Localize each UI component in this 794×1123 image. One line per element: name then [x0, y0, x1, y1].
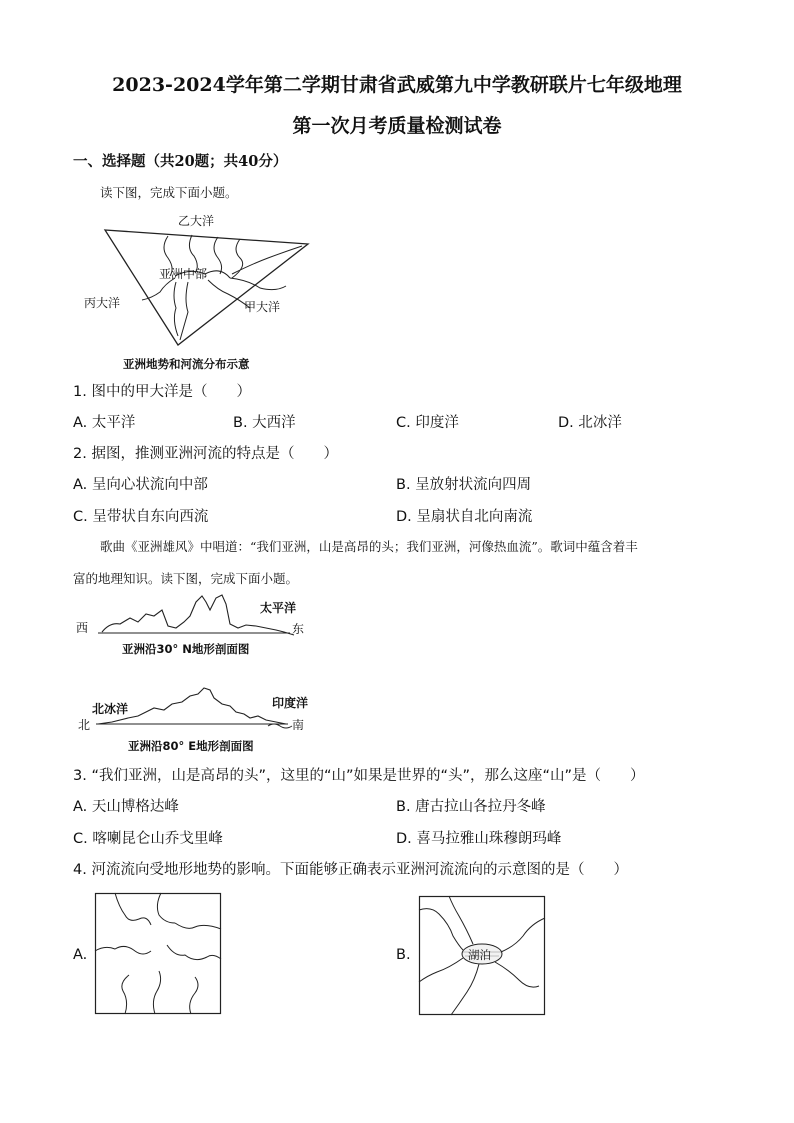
q1-option-b[interactable]: B. 大西洋 — [233, 415, 296, 431]
river-line — [122, 975, 129, 1014]
label-ocean-bing: 丙大洋 — [84, 296, 121, 310]
river-line — [419, 958, 463, 982]
label-arctic-ocean: 北冰洋 — [92, 702, 129, 716]
river-line — [175, 923, 221, 929]
page-subtitle: 第一次月考质量检测试卷 — [292, 115, 502, 137]
river-line — [95, 946, 151, 954]
label-asia-center: 亚洲中部 — [159, 267, 208, 281]
group2-intro-line2: 富的地理知识。读下图，完成下面小题。 — [73, 571, 299, 586]
river-line — [180, 282, 188, 340]
river-line — [167, 945, 221, 960]
asia-rivers-diagram — [80, 208, 340, 378]
question-2-stem: 2. 据图，推测亚洲河流的特点是（ ） — [73, 446, 338, 462]
q2-option-a[interactable]: A. 呈向心状流向中部 — [73, 477, 208, 493]
q3-option-b[interactable]: B. 唐古拉山各拉丹冬峰 — [396, 799, 546, 815]
figure1-caption: 亚洲地势和河流分布示意 — [123, 357, 250, 371]
q4-option-a-map[interactable] — [95, 893, 221, 1014]
river-line — [451, 964, 479, 1015]
question-1-stem: 1. 图中的甲大洋是（ ） — [73, 384, 251, 400]
asia-triangle-outline — [105, 230, 308, 345]
river-line — [232, 239, 243, 278]
q3-option-d[interactable]: D. 喜马拉雅山珠穆朗玛峰 — [396, 831, 562, 847]
river-line — [232, 246, 302, 274]
q4-option-b-label[interactable]: B. — [396, 947, 411, 963]
q1-option-c[interactable]: C. 印度洋 — [396, 415, 459, 431]
label-south: 南 — [292, 718, 305, 732]
q2-option-d[interactable]: D. 呈扇状自北向南流 — [396, 509, 533, 525]
label-ocean-yi: 乙大洋 — [178, 214, 215, 228]
river-line — [214, 237, 222, 274]
figure3-caption: 亚洲沿80° E地形剖面图 — [128, 739, 254, 753]
river-map-a — [95, 893, 221, 1014]
page-title: 2023-2024学年第二学期甘肃省武威第九中学教研联片七年级地理 — [112, 74, 682, 96]
label-east: 东 — [292, 622, 305, 636]
q1-option-d[interactable]: D. 北冰洋 — [558, 415, 622, 431]
river-line — [501, 918, 545, 952]
river-line — [449, 896, 473, 944]
question-3-stem: 3. “我们亚洲，山是高昂的头”，这里的“山”如果是世界的“头”，那么这座“山”是（ ） — [73, 768, 645, 784]
river-line — [174, 282, 178, 336]
q2-option-b[interactable]: B. 呈放射状流向四周 — [396, 477, 532, 493]
figure-profile-80e — [72, 686, 342, 746]
section-header: 一、选择题（共20题；共40分） — [73, 153, 288, 170]
group2-intro-line1: 歌曲《亚洲雄风》中唱道：“我们亚洲，山是高昂的头；我们亚洲，河像热血流”。歌词中蕴含着丰 — [100, 539, 638, 554]
q3-option-a[interactable]: A. 天山博格达峰 — [73, 799, 179, 815]
q4-option-b-map[interactable] — [419, 896, 545, 1015]
river-line — [495, 962, 539, 987]
river-line — [157, 893, 175, 923]
river-line — [419, 909, 463, 950]
question-4-stem: 4. 河流流向受地形地势的影响。下面能够正确表示亚洲河流流向的示意图的是（ ） — [73, 862, 628, 878]
river-line — [230, 278, 286, 290]
label-west: 西 — [76, 621, 89, 635]
label-lake: 湖泊 — [468, 948, 491, 962]
label-ocean-jia: 甲大洋 — [244, 300, 281, 314]
label-north: 北 — [78, 718, 91, 732]
figure-asia-rivers — [80, 208, 340, 378]
river-line — [153, 971, 160, 1014]
label-pacific: 太平洋 — [260, 601, 297, 615]
q4-option-a-label[interactable]: A. — [73, 947, 88, 963]
q1-option-a[interactable]: A. 太平洋 — [73, 415, 136, 431]
label-indian-ocean: 印度洋 — [272, 696, 309, 710]
river-line — [190, 977, 198, 1014]
q3-option-c[interactable]: C. 喀喇昆仑山乔戈里峰 — [73, 831, 223, 847]
group1-intro: 读下图，完成下面小题。 — [100, 185, 238, 200]
figure2-caption: 亚洲沿30° N地形剖面图 — [122, 642, 250, 656]
sea-wave — [268, 724, 292, 728]
river-line — [115, 893, 151, 925]
q2-option-c[interactable]: C. 呈带状自东向西流 — [73, 509, 209, 525]
